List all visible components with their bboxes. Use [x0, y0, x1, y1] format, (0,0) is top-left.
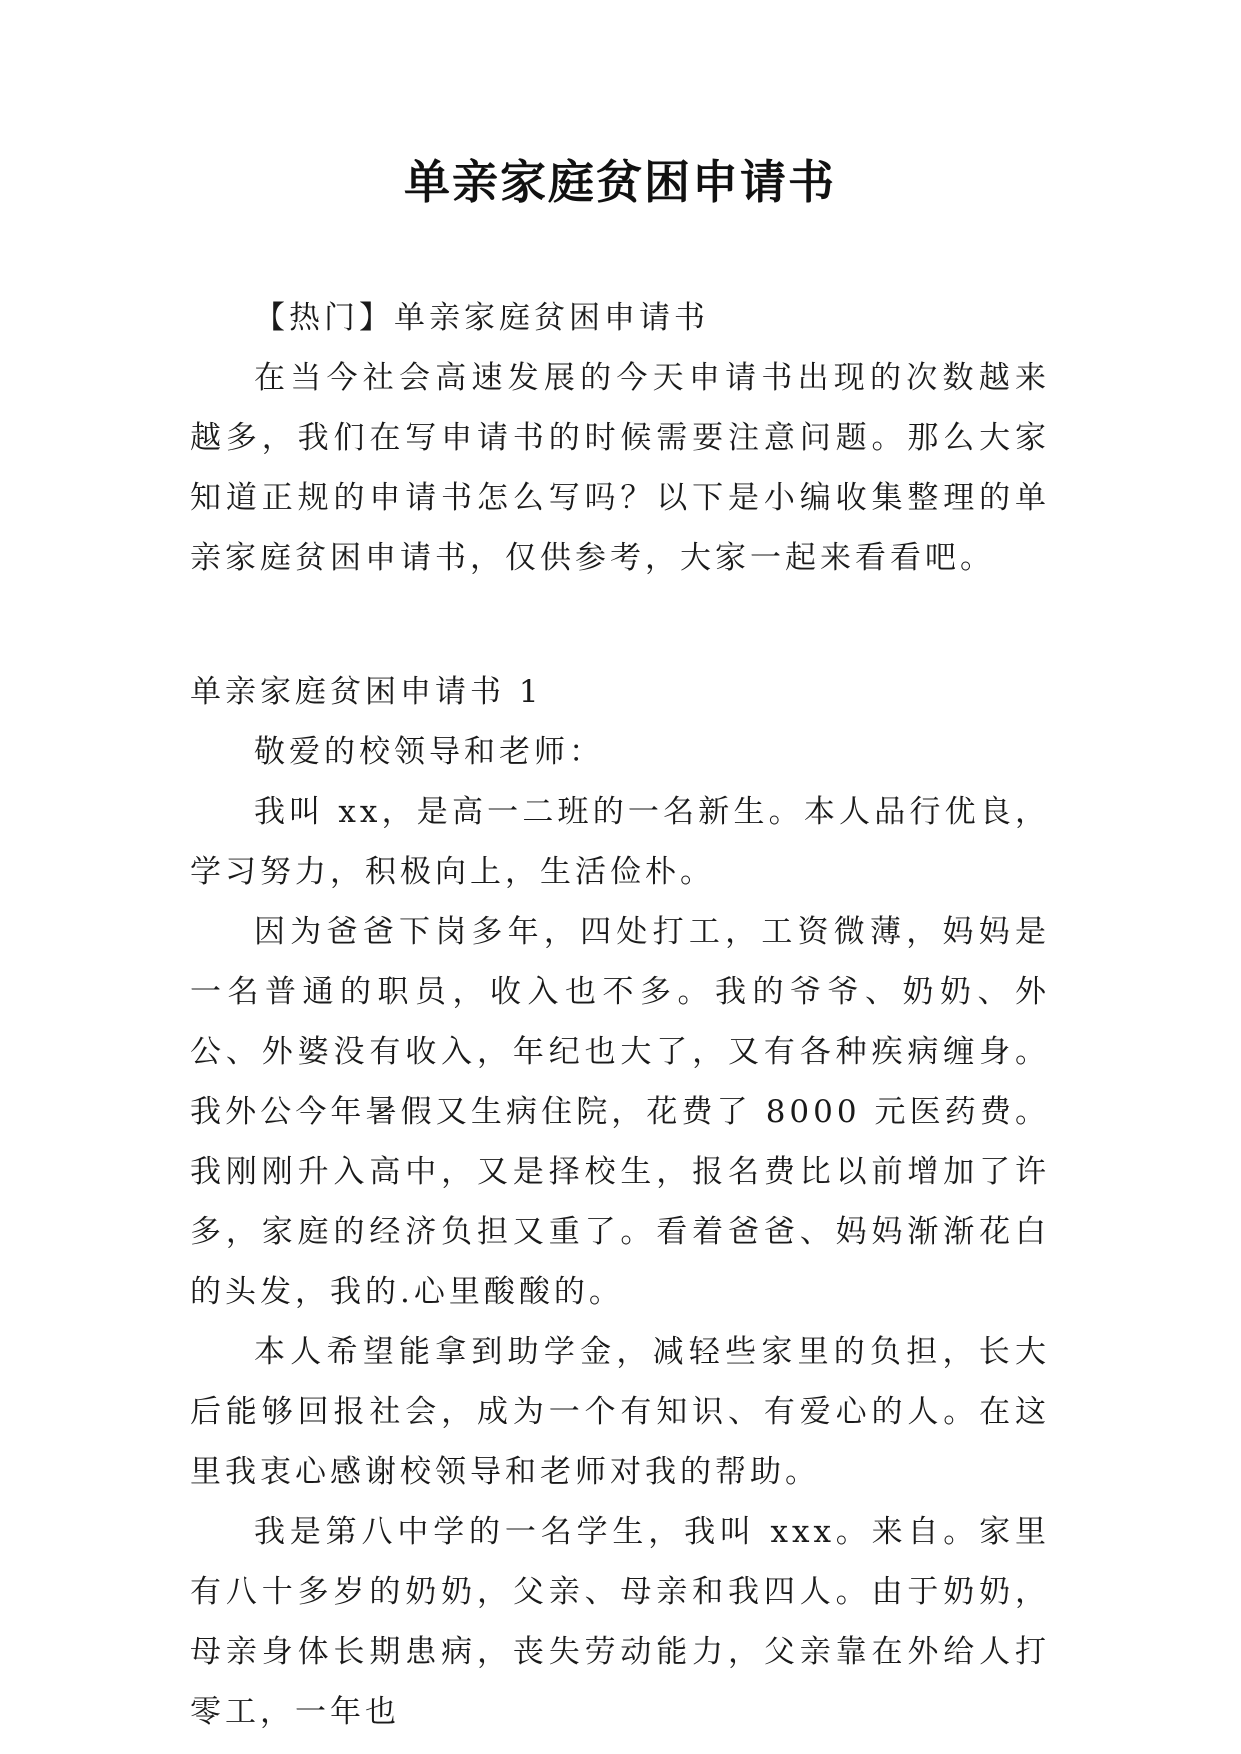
document-body — [190, 288, 1050, 1742]
letter-paragraph-4: 我是第八中学的一名学生，我叫 xxx。来自。家里有八十多岁的奶奶，父亲、母亲和我四人。由于奶奶，母亲身体长期患病，丧失劳动能力，父亲靠在外给人打零工，一年也 — [190, 1514, 1050, 1730]
section-gap — [190, 588, 1050, 662]
document-title: 单亲家庭贫困申请书 — [404, 155, 836, 209]
letter-paragraph-3: 本人希望能拿到助学金，减轻些家里的负担，长大后能够回报社会，成为一个有知识、有爱心的人。在这里我衷心感谢校领导和老师对我的帮助。 — [190, 1334, 1050, 1490]
letter-paragraph-1: 我叫 xx，是高一二班的一名新生。本人品行优良，学习努力，积极向上，生活俭朴。 — [190, 794, 1050, 890]
section-heading: 单亲家庭贫困申请书 1 — [190, 674, 543, 710]
intro-paragraph: 在当今社会高速发展的今天申请书出现的次数越来越多，我们在写申请书的时候需要注意问题。那么大家知道正规的申请书怎么写吗？以下是小编收集整理的单亲家庭贫困申请书，仅供参考，大家一起来看看吧。 — [190, 360, 1050, 576]
intro-hot-line: 【热门】单亲家庭贫困申请书 — [254, 300, 709, 336]
letter-salutation: 敬爱的校领导和老师： — [254, 734, 604, 770]
letter-paragraph-2: 因为爸爸下岗多年，四处打工，工资微薄，妈妈是一名普通的职员，收入也不多。我的爷爷、奶奶、外公、外婆没有收入，年纪也大了，又有各种疾病缠身。我外公今年暑假又生病住院，花费了 8000 元医药费。我刚刚升入高中，又是择校生，报名费比以前增加了许多，家庭的经济负担又重了。看着爸爸、妈妈渐渐花白的头发，我的.心里酸酸的。 — [190, 914, 1050, 1310]
